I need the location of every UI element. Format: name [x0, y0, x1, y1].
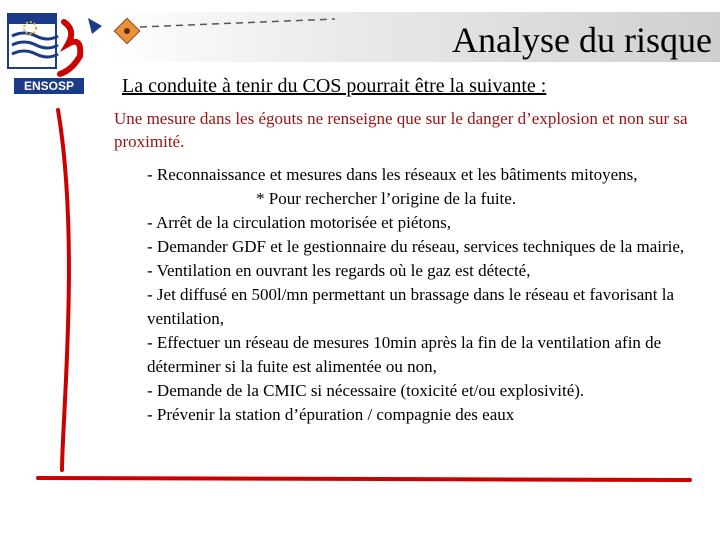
- page-title: Analyse du risque: [452, 20, 712, 60]
- action-item: - Demande de la CMIC si nécessaire (toxicité et/ou explosivité).: [147, 381, 585, 400]
- action-item: - Arrêt de la circulation motorisée et piétons,: [147, 213, 452, 232]
- action-item: - Ventilation en ouvrant les regards où le gaz est détecté,: [147, 261, 531, 280]
- header-dashed-line: [140, 18, 335, 28]
- action-subitem: * Pour rechercher l’origine de la fuite.: [256, 189, 517, 208]
- action-list: [147, 163, 687, 427]
- intro-text: Une mesure dans les égouts ne renseigne que sur le danger d’explosion et non sur sa proximité.: [114, 109, 688, 151]
- action-item: - Prévenir la station d’épuration / compagnie des eaux: [147, 405, 515, 424]
- hazard-icon: [113, 17, 141, 45]
- subtitle: La conduite à tenir du COS pourrait être la suivante :: [122, 75, 547, 97]
- action-item: - Demander GDF et le gestionnaire du réseau, services techniques de la mairie,: [147, 237, 685, 256]
- action-item: - Effectuer un réseau de mesures 10min après la fin de la ventilation afin de déterminer si la fuite est alimentée ou non,: [147, 333, 662, 376]
- action-item: - Jet diffusé en 500l/mn permettant un brassage dans le réseau et favorisant la ventilation,: [147, 285, 674, 328]
- logo-text: ENSOSP: [23, 79, 75, 93]
- ensosp-logo: [0, 0, 110, 100]
- action-item: - Reconnaissance et mesures dans les réseaux et les bâtiments mitoyens,: [147, 165, 638, 184]
